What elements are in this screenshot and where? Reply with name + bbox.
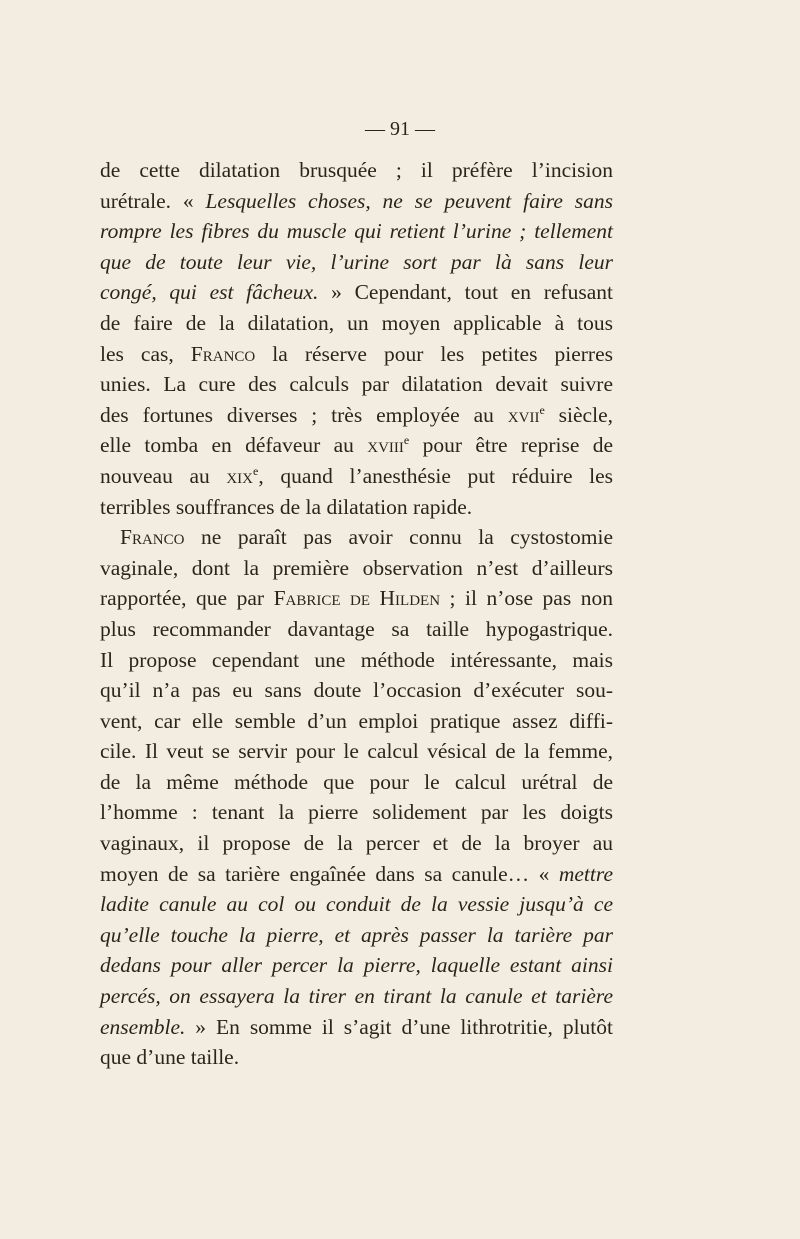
text-line bbox=[100, 216, 613, 247]
page-number: — 91 — bbox=[365, 118, 435, 140]
italic-quote: que de toute leur vie, l’urine sort par là sans leur bbox=[100, 249, 613, 274]
text-run: urétrale. « bbox=[100, 188, 206, 213]
text-run: » En somme il s’agit d’une lithrotritie, plutôt bbox=[185, 1014, 613, 1039]
superscript: e bbox=[539, 402, 545, 417]
italic-quote: qu’elle touche la pierre, et après passer la tarière par bbox=[100, 922, 613, 947]
text-line bbox=[100, 522, 613, 553]
italic-quote: mettre bbox=[558, 861, 613, 886]
text-line bbox=[100, 186, 613, 217]
text-run: Il propose cependant une méthode intéressante, mais bbox=[100, 647, 613, 672]
text-line bbox=[100, 1012, 613, 1043]
text-run: vaginaux, il propose de la percer et de la broyer au bbox=[100, 831, 613, 856]
text-line bbox=[100, 920, 613, 951]
text-line bbox=[100, 400, 613, 431]
text-line bbox=[100, 981, 613, 1012]
italic-quote: Lesquelles choses, ne se peuvent faire sans bbox=[205, 188, 613, 213]
text-run: vent, car elle semble d’un emploi pratique assez diffi- bbox=[100, 708, 613, 733]
text-line bbox=[100, 706, 613, 737]
text-run: plus recommander davantage sa taille hypogastrique. bbox=[100, 616, 613, 641]
italic-quote: ladite canule au col ou conduit de la vessie jusqu’à ce bbox=[100, 892, 613, 917]
body-text bbox=[100, 155, 613, 1073]
text-line bbox=[100, 950, 613, 981]
text-line bbox=[100, 859, 613, 890]
text-line bbox=[100, 889, 613, 920]
text-line bbox=[100, 247, 613, 278]
text-run: que d’une taille. bbox=[100, 1045, 240, 1070]
text-line bbox=[100, 583, 613, 614]
italic-quote: percés, on essayera la tirer en tirant la canule et tarière bbox=[100, 984, 613, 1009]
text-run: moyen de sa tarière engaînée dans sa canule… « bbox=[100, 861, 559, 886]
text-line bbox=[100, 1042, 613, 1073]
text-line bbox=[100, 675, 613, 706]
text-line bbox=[100, 797, 613, 828]
text-run: » Cependant, tout en refusant bbox=[318, 280, 613, 305]
text-line bbox=[100, 645, 613, 676]
text-run: de la même méthode que pour le calcul urétral de bbox=[100, 769, 613, 794]
text-run: unies. La cure des calculs par dilatation devait suivre bbox=[100, 372, 613, 397]
text-run: les cas, bbox=[100, 341, 191, 366]
text-run: vaginale, dont la première observation n’est d’ailleurs bbox=[100, 555, 613, 580]
small-caps-name: xviii bbox=[367, 433, 404, 458]
text-run: pour être reprise de bbox=[409, 433, 613, 458]
text-run: la réserve pour les petites pierres bbox=[255, 341, 613, 366]
small-caps-name: Franco bbox=[190, 341, 256, 366]
small-caps-name: xvii bbox=[507, 402, 540, 427]
text-run: rapportée, que par bbox=[100, 586, 274, 611]
text-line bbox=[100, 553, 613, 584]
text-line bbox=[100, 308, 613, 339]
text-run: de faire de la dilatation, un moyen applicable à tous bbox=[100, 310, 613, 335]
text-line bbox=[100, 767, 613, 798]
text-line bbox=[100, 492, 613, 523]
small-caps-name: xix bbox=[226, 463, 254, 488]
italic-quote: ensemble. bbox=[100, 1014, 186, 1039]
italic-quote: congé, qui est fâcheux. bbox=[100, 280, 319, 305]
text-run: des fortunes diverses ; très employée au bbox=[100, 402, 508, 427]
text-line bbox=[100, 828, 613, 859]
text-run: ne paraît pas avoir connu la cystostomie bbox=[184, 525, 613, 550]
small-caps-name: Fabrice de Hilden bbox=[273, 586, 441, 611]
text-line bbox=[100, 430, 613, 461]
text-line bbox=[100, 736, 613, 767]
text-line bbox=[100, 155, 613, 186]
text-line bbox=[100, 277, 613, 308]
text-line bbox=[100, 614, 613, 645]
text-run: nouveau au bbox=[100, 463, 227, 488]
superscript: e bbox=[403, 433, 410, 448]
text-run: l’homme : tenant la pierre solidement par les doigts bbox=[100, 800, 613, 825]
text-line bbox=[100, 369, 613, 400]
text-run: , quand l’anesthésie put réduire les bbox=[258, 463, 613, 488]
text-run: terribles souffrances de la dilatation rapide. bbox=[100, 494, 473, 519]
superscript: e bbox=[253, 463, 259, 478]
text-run: elle tomba en défaveur au bbox=[100, 433, 368, 458]
text-run: qu’il n’a pas eu sans doute l’occasion d’exécuter sou- bbox=[100, 678, 613, 703]
text-line bbox=[100, 461, 613, 492]
italic-quote: rompre les fibres du muscle qui retient l’urine ; tellement bbox=[100, 219, 613, 244]
text-run: de cette dilatation brusquée ; il préfère l’incision bbox=[100, 158, 613, 182]
text-line bbox=[100, 339, 613, 370]
small-caps-name: Franco bbox=[120, 525, 185, 550]
text-run: ; il n’ose pas non bbox=[440, 586, 613, 611]
text-run: cile. Il veut se servir pour le calcul vésical de la femme, bbox=[100, 739, 613, 764]
italic-quote: dedans pour aller percer la pierre, laquelle estant ainsi bbox=[100, 953, 613, 978]
text-run: siècle, bbox=[544, 402, 613, 427]
